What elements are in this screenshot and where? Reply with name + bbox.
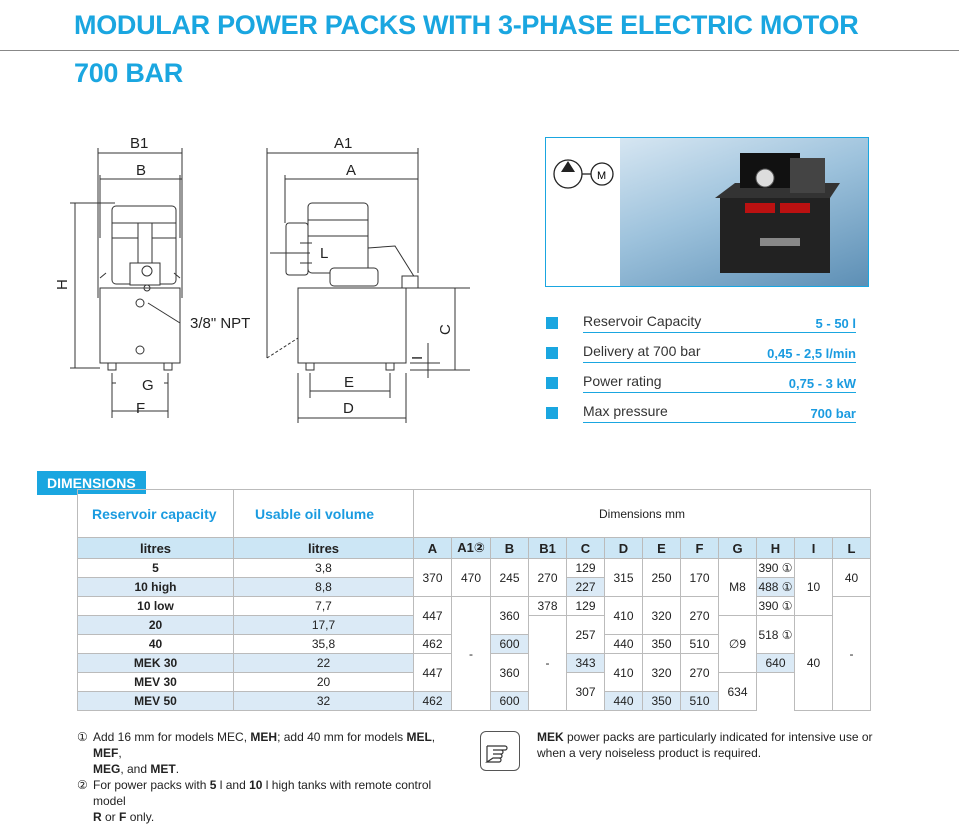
cell: 600 xyxy=(491,692,529,711)
cell: 600 xyxy=(491,635,529,654)
col-e: E xyxy=(643,538,681,559)
spec-power-rating xyxy=(546,373,856,393)
col-h: H xyxy=(757,538,795,559)
pointing-hand-icon xyxy=(480,731,520,771)
table-header-row xyxy=(78,490,871,538)
cell: 129 xyxy=(567,559,605,578)
col-b1: B1 xyxy=(529,538,567,559)
spec-max-pressure xyxy=(546,403,856,423)
cell: 250 xyxy=(643,559,681,597)
cell: 370 xyxy=(414,559,452,597)
footnote-1 xyxy=(77,729,457,777)
note-bold: 10 xyxy=(249,778,263,792)
note-text: only. xyxy=(126,810,155,824)
cell: 640 xyxy=(757,654,795,673)
cell: 270 xyxy=(681,654,719,692)
cell-capacity: 20 xyxy=(78,616,234,635)
col-i: I xyxy=(795,538,833,559)
cell: 40 xyxy=(833,559,871,597)
unit-litres: litres xyxy=(78,538,234,559)
col-a: A xyxy=(414,538,452,559)
dim-label-b: B xyxy=(136,162,147,179)
note-text: l and xyxy=(216,778,250,792)
note-bold: MEK xyxy=(537,730,564,744)
col-c: C xyxy=(567,538,605,559)
footnotes xyxy=(77,729,457,825)
note-bold: F xyxy=(119,810,127,824)
cell: 270 xyxy=(529,559,567,597)
cell: 307 xyxy=(567,673,605,711)
note-text: power packs are particularly indicated for intensive use or when a very noiseless product is required. xyxy=(537,730,873,760)
col-a1: A1② xyxy=(452,538,491,559)
cell: 510 xyxy=(681,635,719,654)
cell: 634 xyxy=(719,673,757,711)
dimensions-tab-label: DIMENSIONS xyxy=(37,471,146,494)
note-bold: MET xyxy=(150,762,176,776)
cell: 510 xyxy=(681,692,719,711)
cell: 390 ① xyxy=(757,597,795,616)
cell-capacity: MEV 30 xyxy=(78,673,234,692)
spec-underline xyxy=(583,392,856,393)
cell: 343 xyxy=(567,654,605,673)
col-b: B xyxy=(491,538,529,559)
dim-label-b1: B1 xyxy=(130,135,149,152)
note-text: . xyxy=(175,762,180,776)
cell-oil: 22 xyxy=(234,654,414,673)
header-oil-volume: Usable oil volume xyxy=(234,490,414,538)
cell: 315 xyxy=(605,559,643,597)
cell: 320 xyxy=(643,597,681,635)
cell: 129 xyxy=(567,597,605,616)
col-l: L xyxy=(833,538,871,559)
note-text: ; add 40 mm for models xyxy=(277,730,407,744)
bullet-square-icon xyxy=(546,347,558,359)
note-text: Add 16 mm for models MEC, xyxy=(93,730,251,744)
dim-label-e: E xyxy=(344,374,355,391)
footnote-marker: ① xyxy=(77,730,88,744)
bullet-square-icon xyxy=(546,317,558,329)
note-text: or xyxy=(101,810,120,824)
spec-underline xyxy=(583,332,856,333)
cell: ∅9 xyxy=(719,616,757,673)
spec-label: Power rating xyxy=(583,373,662,389)
motor-symbol-label: M xyxy=(597,170,607,182)
spec-underline xyxy=(583,362,856,363)
col-f: F xyxy=(681,538,719,559)
cell: 378 xyxy=(529,597,567,616)
header-dimensions-mm: Dimensions mm xyxy=(414,490,871,538)
table-row xyxy=(78,559,871,578)
cell: - xyxy=(529,616,567,711)
dim-label-c: C xyxy=(437,324,454,335)
spec-reservoir-capacity xyxy=(546,313,856,333)
dim-label-d: D xyxy=(343,400,354,417)
cell-capacity: 10 high xyxy=(78,578,234,597)
cell-oil: 35,8 xyxy=(234,635,414,654)
spec-value: 5 - 50 l xyxy=(815,316,856,331)
page-subtitle: 700 BAR xyxy=(74,58,183,88)
cell: - xyxy=(833,597,871,711)
dimensions-table xyxy=(77,489,871,711)
cell-oil: 20 xyxy=(234,673,414,692)
footnote-2 xyxy=(77,777,457,825)
cell: 350 xyxy=(643,635,681,654)
dim-label-h: H xyxy=(54,279,71,290)
cell: 518 ① xyxy=(757,616,795,654)
cell-capacity: 5 xyxy=(78,559,234,578)
product-image-panel xyxy=(545,137,869,287)
cell: 245 xyxy=(491,559,529,597)
header-reservoir: Reservoir capacity xyxy=(78,490,234,538)
cell: 462 xyxy=(414,635,452,654)
dim-label-a1: A1 xyxy=(334,135,353,152)
cell-oil: 17,7 xyxy=(234,616,414,635)
unit-litres: litres xyxy=(234,538,414,559)
npt-label: 3/8" NPT xyxy=(190,315,251,332)
cell: 440 xyxy=(605,635,643,654)
cell-capacity: MEK 30 xyxy=(78,654,234,673)
bullet-square-icon xyxy=(546,407,558,419)
spec-label: Max pressure xyxy=(583,403,668,419)
cell: 470 xyxy=(452,559,491,597)
cell: 360 xyxy=(491,597,529,635)
dim-label-f: F xyxy=(136,400,146,417)
spec-value: 700 bar xyxy=(810,406,856,421)
note-bold: MEG xyxy=(93,762,121,776)
hydraulic-symbol xyxy=(546,138,620,286)
cell: 440 xyxy=(605,692,643,711)
cell: 257 xyxy=(567,616,605,654)
cell: 462 xyxy=(414,692,452,711)
cell: 227 xyxy=(567,578,605,597)
title-divider xyxy=(0,50,959,51)
note-bold: R xyxy=(93,810,102,824)
dim-label-i: I xyxy=(409,355,426,360)
dimensions-rule xyxy=(37,494,77,495)
note-bold: MEH xyxy=(250,730,278,744)
cell: - xyxy=(452,597,491,711)
cell: 488 ① xyxy=(757,578,795,597)
cell: 410 xyxy=(605,597,643,635)
cell-oil: 7,7 xyxy=(234,597,414,616)
dim-label-a: A xyxy=(346,162,357,179)
note-text: , xyxy=(431,730,436,744)
note-text: l high tanks with remote control model xyxy=(93,778,432,808)
cell: 447 xyxy=(414,654,452,692)
cell: 40 xyxy=(795,616,833,711)
dim-label-l: L xyxy=(320,245,329,262)
spec-value: 0,75 - 3 kW xyxy=(788,376,856,391)
cell: 360 xyxy=(491,654,529,692)
col-g: G xyxy=(719,538,757,559)
cell: 390 ① xyxy=(757,559,795,578)
page-title: MODULAR POWER PACKS WITH 3-PHASE ELECTRIC MOTOR xyxy=(74,10,859,40)
note-text: , xyxy=(118,746,122,760)
cell: 410 xyxy=(605,654,643,692)
cell: M8 xyxy=(719,559,757,616)
cell: 320 xyxy=(643,654,681,692)
cell-oil: 32 xyxy=(234,692,414,711)
table-subheader-row xyxy=(78,538,871,559)
cell-oil: 8,8 xyxy=(234,578,414,597)
note-bold: MEL xyxy=(406,730,432,744)
note-bold: MEF xyxy=(93,746,119,760)
cell: 350 xyxy=(643,692,681,711)
dim-label-g: G xyxy=(142,377,154,394)
mek-note xyxy=(537,729,877,761)
note-text: , and xyxy=(120,762,151,776)
footnote-marker: ② xyxy=(77,778,88,792)
cell-capacity: 40 xyxy=(78,635,234,654)
cell-oil: 3,8 xyxy=(234,559,414,578)
note-text: For power packs with xyxy=(93,778,210,792)
spec-value: 0,45 - 2,5 l/min xyxy=(767,346,856,361)
spec-label: Delivery at 700 bar xyxy=(583,343,701,359)
power-pack-photo xyxy=(620,138,868,286)
cell: 270 xyxy=(681,597,719,635)
spec-delivery xyxy=(546,343,856,363)
cell-capacity: 10 low xyxy=(78,597,234,616)
cell: 170 xyxy=(681,559,719,597)
cell-capacity: MEV 50 xyxy=(78,692,234,711)
col-d: D xyxy=(605,538,643,559)
spec-underline xyxy=(583,422,856,423)
note-bold: 5 xyxy=(209,778,217,792)
cell: 447 xyxy=(414,597,452,635)
technical-drawing xyxy=(50,128,470,428)
bullet-square-icon xyxy=(546,377,558,389)
spec-label: Reservoir Capacity xyxy=(583,313,702,329)
cell: 10 xyxy=(795,559,833,616)
